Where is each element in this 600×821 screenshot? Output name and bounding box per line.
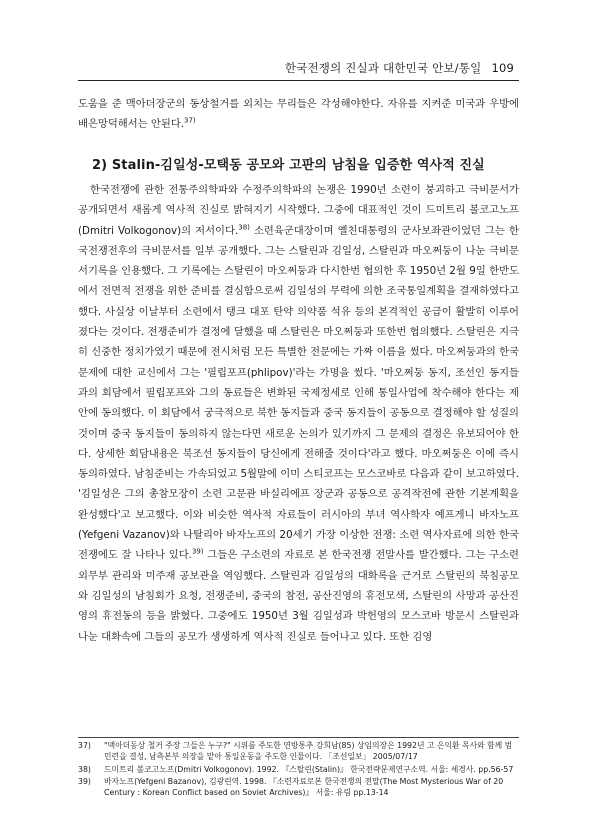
intro-paragraph-block — [78, 94, 519, 135]
footnote-number: 37) — [78, 741, 91, 750]
main-paragraph-part1: 한국전쟁에 관한 전통주의학파와 수정주의학파의 논쟁은 1990년 소련이 붕괴하고 극비문서가 공개되면서 새롭게 역사적 진실로 밝혀지기 시작했다. 그중에 대표적인 것이 드미트리 볼코고노프(Dmitri Volkogonov)의 저서이다. — [78, 184, 519, 237]
main-paragraph-part3: 그들은 구소련의 자료로 본 한국전쟁 전말사를 발간했다. 그는 구소련 외무부 관리와 미주재 공보관을 역임했다. 스탈린과 김일성의 대화록을 근거로 스탈린의 북침공모와 김일성의 남침회가 요청, 전쟁준비, 중국의 참전, 공산진영의 휴전모색, 스탈린의 사망과 공산진영의 휴전동의 등을 밝혔다. 그중에도 1950년 3월 김일성과 박헌영의 모스코바 방문시 스탈린과 나눈 대화속에 그들의 공모가 생생하게 역사적 진실로 들어나고 있다. 또한 김영 — [78, 549, 519, 643]
section-heading: 2) Stalin-김일성-모택동 공모와 고판의 남침을 입증한 역사적 진실 — [92, 158, 485, 173]
main-paragraph — [78, 180, 519, 647]
page-number: 109 — [491, 61, 514, 75]
intro-paragraph — [78, 94, 519, 135]
footnote-divider — [78, 737, 519, 738]
footnote-number: 39) — [78, 777, 91, 787]
main-paragraph-block — [78, 180, 519, 647]
header-divider — [78, 80, 519, 81]
footnote-ref-38: 38) — [238, 223, 250, 232]
footnote-39 — [78, 777, 519, 799]
footnote-text: "맥아더동상 철거 주장 그들은 누구?" 시위를 주도한 연방통추 강희남(85) 상임의장은 1992년 고 은익환 목사와 함께 범민련을 결성, 남측본부 의장을 맡아 통일운동을 주도한 인물이다. 「조선일보」 2005/07/17 — [104, 741, 513, 761]
main-paragraph-part2: 소련육군대장이며 옐친대통령의 군사보좌관이었던 그는 한국전쟁전후의 극비문서를 일부 공개했다. 그는 스탈린과 김일성, 스탈린과 마오쩌둥이 나눈 극비문서기록을 인용했다. 그 기록에는 스탈린이 마오쩌둥과 다시한번 협의한 후 1950년 2월 9일 한반도에서 전면적 전쟁을 위한 준비를 결심함으로써 김일성의 무력에 의한 조국통일계획을 결재하였다고 했다. 사실상 이날부터 소련에서 탱크 대포 탄약 의약품 석유 등의 본격적인 공급이 활발히 이루어졌다는 것이다. 전쟁준비가 결정에 달했을 때 스탈린은 마오쩌둥과 또한번 협의했다. 스탈린은 지극히 신중한 정치가였기 때문에 전시처럼 모든 특별한 전문에는 가짜 이름을 썼다. 마오쩌둥과의 한국문제에 대한 교신에서 그는 '필립포프(phlipov)'라는 가명을 썼다. '마오쩌둥 동지, 조선인 동지들과의 회담에서 필립포프와 그의 동료들은 변화된 국제정세로 인해 통일사업에 착수해야 한다는 제안에 동의했다. 이 회담에서 궁극적으로 북한 동지들과 중국 동지들이 공동으로 결정해야 할 성질의 것이며 중국 동지들이 동의하지 않는다면 새로운 논의가 있기까지 그 문제의 결정은 유보되어야 한다. 상세한 회담내용은 북조선 동지들이 당신에게 전해줄 것이다'라고 했다. 마오쩌둥은 이에 즉시 동의하였다. 남침준비는 가속되었고 5월말에 이미 스티코프는 모스코바로 다음과 같이 보고하였다. '김일성은 그의 총참모장이 소련 고문관 바실리에프 장군과 공동으로 공격작전에 관한 기본계획을 완성했다'고 보고했다. 이와 비슷한 역사적 자료들이 러시아의 부녀 역사학자 예프게니 바자노프(Yefgeni Vazanov)와 나탈리아 바자노프의 20세기 가장 이상한 전쟁: 소련 역사자료에 의한 한국전쟁에도 잘 나타나 있다. — [78, 224, 519, 562]
footnote-text: 드미트리 볼코고노프(Dmitri Volkogonov). 1992. 『스탈린(Stalin)』 한국전략문제연구소역. 서울: 세경사. pp.56-57 — [104, 764, 514, 774]
footnotes — [78, 741, 519, 801]
footnote-ref-39: 39) — [191, 547, 204, 556]
footnote-number: 38) — [78, 764, 91, 774]
footnote-38 — [78, 765, 519, 776]
footnote-37 — [78, 741, 519, 763]
running-header — [0, 60, 514, 76]
running-title: 한국전쟁의 진실과 대한민국 안보/통일 — [284, 61, 482, 75]
footnote-ref-37: 37) — [184, 116, 196, 125]
footnote-text: 바자노프(Yefgeni Bazanov), 김광린역. 1998. 『소련자료로본 한국전쟁의 전말(The Most Mysterious War of 20 Century : Korean Conflict based on Soviet Archives)』 서울: 유림 pp.13-14 — [104, 777, 504, 798]
intro-paragraph-text: 도움을 준 맥아더장군의 동상철거를 외치는 무리들은 각성해야한다. 자유를 지켜준 미국과 우방에 배은망덕해서는 안된다. — [78, 98, 519, 131]
